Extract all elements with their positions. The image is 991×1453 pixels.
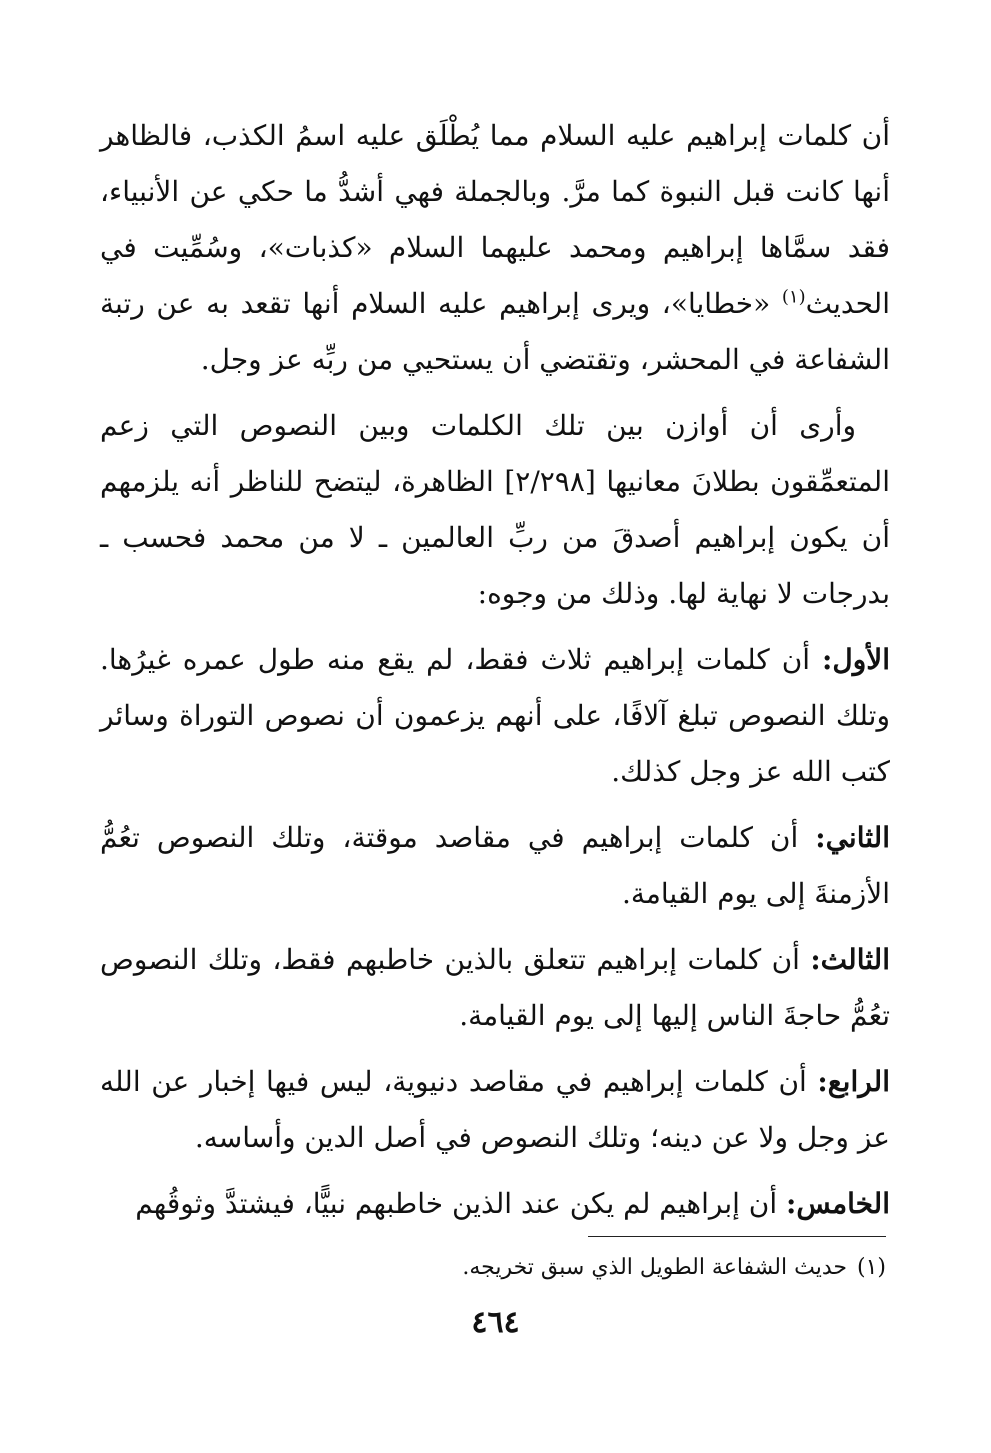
page-body	[100, 108, 890, 1242]
point-heading: الخامس:	[786, 1187, 890, 1220]
footnote-reference[interactable]: (١)	[781, 286, 806, 308]
paragraph-text: أن كلمات إبراهيم تتعلق بالذين خاطبهم فقط، وتلك النصوص تعُمُّ حاجةَ الناس إليها إلى يوم القيامة.	[100, 943, 890, 1032]
paragraph-text: أن كلمات إبراهيم ثلاث فقط، لم يقع منه طول عمره غيرُها. وتلك النصوص تبلغ آلافًا، على أنهم يزعمون أن نصوص التوراة وسائر كتب الله عز وجل كذلك.	[100, 643, 890, 788]
paragraph-third-point	[100, 932, 890, 1044]
paragraph-text: أن كلمات إبراهيم في مقاصد موقتة، وتلك النصوص تعُمُّ الأزمنةَ إلى يوم القيامة.	[100, 821, 890, 910]
point-heading: الثاني:	[815, 821, 890, 854]
paragraph-fourth-point	[100, 1054, 890, 1166]
footnote-text: حديث الشفاعة الطويل الذي سبق تخريجه.	[462, 1255, 847, 1280]
point-heading: الرابع:	[817, 1065, 890, 1098]
footnote	[186, 1250, 886, 1286]
paragraph-text: أن كلمات إبراهيم عليه السلام مما يُطْلَق عليه اسمُ الكذب، فالظاهر أنها كانت قبل النبوة كما مرَّ. وبالجملة فهي أشدُّ ما حكي عن الأنبياء، فقد سمَّاها إبراهيم ومحمد عليهما السلام «كذبات»، وسُمِّيت في الحديث	[100, 119, 890, 320]
paragraph-text: أن كلمات إبراهيم في مقاصد دنيوية، ليس فيها إخبار عن الله عز وجل ولا عن دينه؛ وتلك النصوص في أصل الدين وأساسه.	[100, 1065, 890, 1154]
point-heading: الأول:	[822, 643, 890, 676]
paragraph-fifth-point	[100, 1176, 890, 1232]
paragraph-first-point	[100, 632, 890, 800]
page-number: ٤٦٤	[471, 1305, 520, 1340]
paragraph-comparison	[100, 398, 890, 622]
footnote-number: (١)	[856, 1255, 886, 1280]
paragraph-intro	[100, 108, 890, 388]
paragraph-text: أن إبراهيم لم يكن عند الذين خاطبهم نبيًّا، فيشتدَّ وثوقُهم	[135, 1187, 787, 1220]
paragraph-text: وأرى أن أوازن بين تلك الكلمات وبين النصوص التي زعم المتعمِّقون بطلانَ معانيها [٢/٢٩٨] الظاهرة، ليتضح للناظر أنه يلزمهم أن يكون إبراهيم أصدقَ من ربِّ العالمين ـ لا من محمد فحسب ـ بدرجات لا نهاية لها. وذلك من وجوه:	[100, 409, 890, 610]
point-heading: الثالث:	[810, 943, 890, 976]
paragraph-second-point	[100, 810, 890, 922]
footnote-divider	[588, 1236, 886, 1237]
paragraph-text: «خطايا»، ويرى إبراهيم عليه السلام أنها تقعد به عن رتبة الشفاعة في المحشر، وتقتضي أن يستحيي من ربِّه عز وجل.	[100, 287, 890, 376]
